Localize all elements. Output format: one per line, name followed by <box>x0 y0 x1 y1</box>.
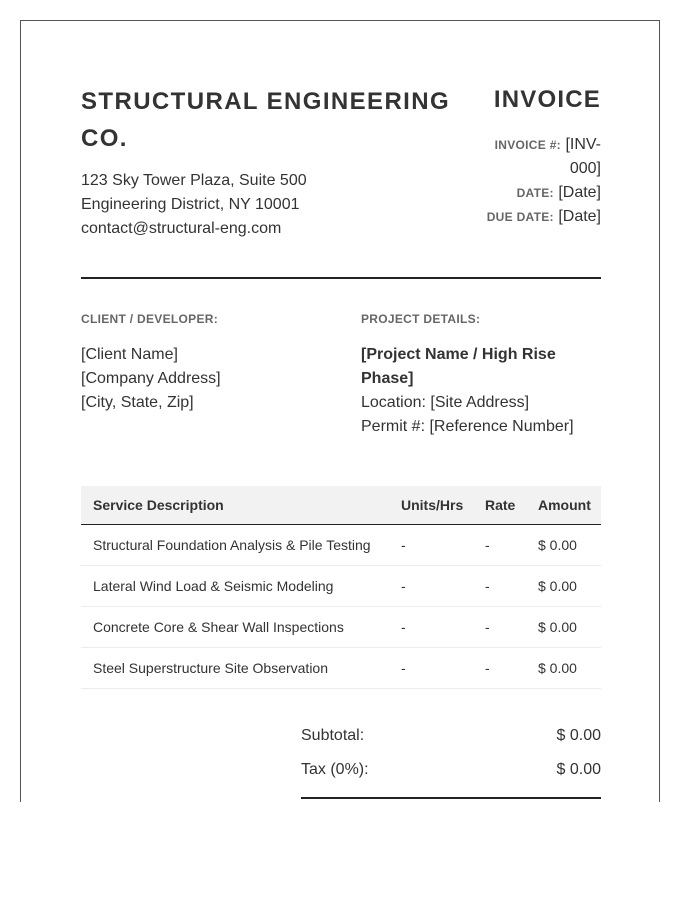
invoice-number <box>486 133 601 181</box>
company-address-line2: Engineering District, NY 10001 <box>81 196 300 213</box>
invoice-title: INVOICE <box>493 86 601 113</box>
invoice-due-label: DUE DATE: <box>486 210 554 224</box>
row-amount: $ 0.00 <box>538 566 601 607</box>
client-city: [City, State, Zip] <box>81 394 194 411</box>
header-service-description: Service Description <box>81 486 401 525</box>
client-address: [Company Address] <box>81 370 221 387</box>
header-rate: Rate <box>485 486 538 525</box>
totals-divider <box>301 797 601 799</box>
tax-label: Tax (0%): <box>301 761 369 778</box>
row-amount: $ 0.00 <box>538 648 601 689</box>
tax-row <box>301 758 601 792</box>
header-units: Units/Hrs <box>401 486 485 525</box>
invoice-due-value: [Date] <box>558 208 601 225</box>
row-units: - <box>401 566 485 607</box>
table-row <box>81 648 601 689</box>
project-permit: Permit #: [Reference Number] <box>361 418 574 435</box>
table-row <box>81 566 601 607</box>
table-header-row <box>81 486 601 525</box>
row-units: - <box>401 648 485 689</box>
row-rate: - <box>485 566 538 607</box>
row-amount: $ 0.00 <box>538 607 601 648</box>
invoice-number-label: INVOICE #: <box>494 138 561 152</box>
row-rate: - <box>485 525 538 566</box>
invoice-sheet <box>20 20 660 802</box>
row-description: Concrete Core & Shear Wall Inspections <box>81 607 401 648</box>
table-row <box>81 607 601 648</box>
subtotal-label: Subtotal: <box>301 727 365 744</box>
invoice-date-value: [Date] <box>558 184 601 201</box>
header-amount: Amount <box>538 486 601 525</box>
row-rate: - <box>485 607 538 648</box>
company-address <box>81 169 381 241</box>
invoice-due-date <box>401 205 601 229</box>
company-name: STRUCTURAL ENGINEERING CO. <box>81 88 451 152</box>
invoice-date-label: DATE: <box>516 186 554 200</box>
table-row <box>81 525 601 566</box>
project-block <box>361 343 601 439</box>
project-name: [Project Name / High Rise Phase] <box>361 346 556 387</box>
company-address-line1: 123 Sky Tower Plaza, Suite 500 <box>81 172 307 189</box>
invoice-date <box>401 181 601 205</box>
totals-block <box>301 724 601 792</box>
project-section-label: PROJECT DETAILS: <box>361 312 481 326</box>
services-table <box>81 486 601 689</box>
subtotal-row <box>301 724 601 758</box>
subtotal-value: $ 0.00 <box>556 727 601 744</box>
row-units: - <box>401 607 485 648</box>
company-email: contact@structural-eng.com <box>81 220 282 237</box>
row-description: Steel Superstructure Site Observation <box>81 648 401 689</box>
row-rate: - <box>485 648 538 689</box>
invoice-number-value: [INV-000] <box>565 136 601 177</box>
row-units: - <box>401 525 485 566</box>
row-amount: $ 0.00 <box>538 525 601 566</box>
invoice-meta <box>401 133 601 229</box>
client-block <box>81 343 221 415</box>
project-location: Location: [Site Address] <box>361 394 530 411</box>
row-description: Structural Foundation Analysis & Pile Testing <box>81 525 401 566</box>
tax-value: $ 0.00 <box>556 761 601 778</box>
client-name: [Client Name] <box>81 346 178 363</box>
client-section-label: CLIENT / DEVELOPER: <box>81 312 219 326</box>
header-divider <box>81 277 601 279</box>
row-description: Lateral Wind Load & Seismic Modeling <box>81 566 401 607</box>
